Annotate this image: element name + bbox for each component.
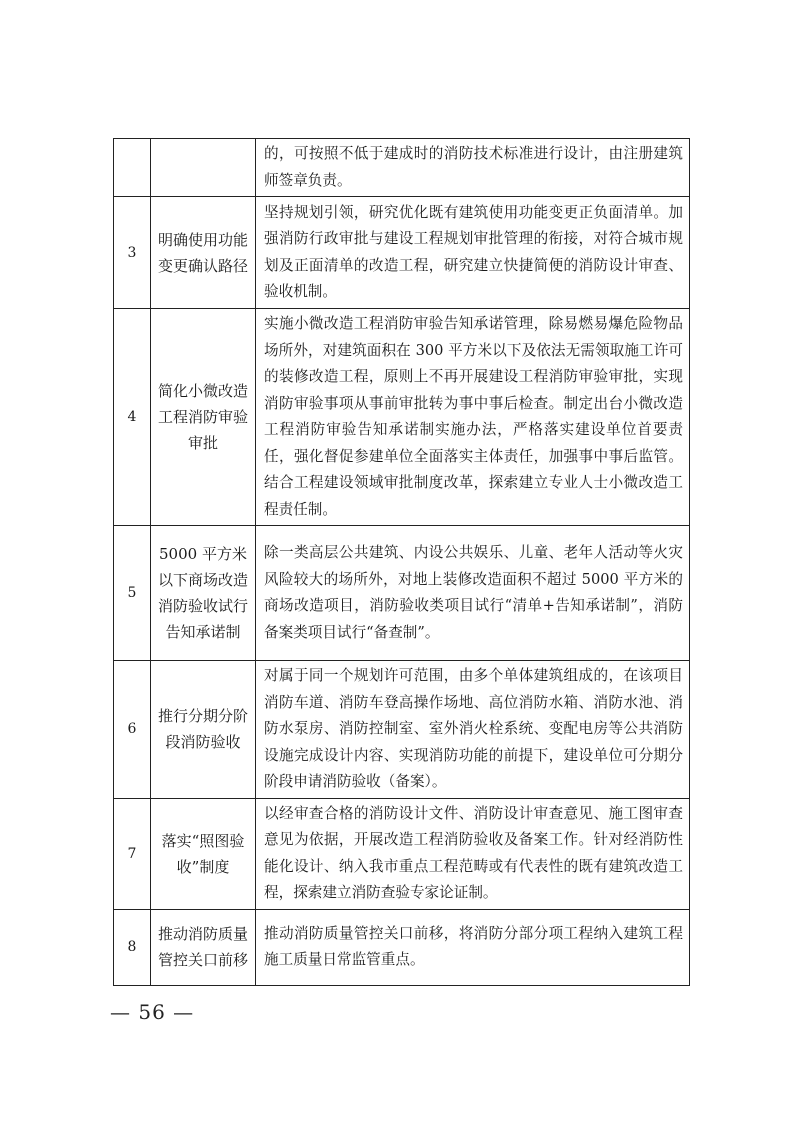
row-number (114, 139, 151, 197)
row-title: 落实“照图验收”制度 (151, 798, 256, 909)
table-row (114, 661, 690, 799)
row-number: 5 (114, 526, 151, 661)
row-number: 3 (114, 197, 151, 309)
row-title: 简化小微改造工程消防审验审批 (151, 309, 256, 526)
table-row (114, 526, 690, 661)
page-number: — 56 — (110, 1000, 195, 1024)
row-content: 以经审查合格的消防设计文件、消防设计审查意见、施工图审查意见为依据，开展改造工程消防验收及备案工作。针对经消防性能化设计、纳入我市重点工程范畴或有代表性的既有建筑改造工程，探索建立消防查验专家论证制。 (256, 798, 690, 909)
row-number: 6 (114, 661, 151, 799)
row-number: 7 (114, 798, 151, 909)
row-content: 实施小微改造工程消防审验告知承诺管理，除易燃易爆危险物品场所外，对建筑面积在 300 平方米以下及依法无需领取施工许可的装修改造工程，原则上不再开展建设工程消防审验审批，实现消防审验事项从事前审批转为事中事后检查。制定出台小微改造工程消防审验告知承诺制实施办法，严格落实建设单位首要责任，强化督促参建单位全面落实主体责任，加强事中事后监管。结合工程建设领域审批制度改革，探索建立专业人士小微改造工程责任制。 (256, 309, 690, 526)
row-title: 明确使用功能变更确认路径 (151, 197, 256, 309)
row-title: 5000 平方米以下商场改造消防验收试行告知承诺制 (151, 526, 256, 661)
row-title (151, 139, 256, 197)
table-row (114, 798, 690, 909)
table-row (114, 309, 690, 526)
row-number: 4 (114, 309, 151, 526)
row-content: 坚持规划引领，研究优化既有建筑使用功能变更正负面清单。加强消防行政审批与建设工程规划审批管理的衔接，对符合城市规划及正面清单的改造工程，研究建立快捷简便的消防设计审查、验收机制。 (256, 197, 690, 309)
row-content: 除一类高层公共建筑、内设公共娱乐、儿童、老年人活动等火灾风险较大的场所外，对地上装修改造面积不超过 5000 平方米的商场改造项目，消防验收类项目试行“清单+告知承诺制”，消防备案类项目试行“备查制”。 (256, 526, 690, 661)
row-content: 推动消防质量管控关口前移，将消防分部分项工程纳入建筑工程施工质量日常监管重点。 (256, 909, 690, 985)
row-title: 推动消防质量管控关口前移 (151, 909, 256, 985)
row-content: 对属于同一个规划许可范围，由多个单体建筑组成的，在该项目消防车道、消防车登高操作场地、高位消防水箱、消防水池、消防水泵房、消防控制室、室外消火栓系统、变配电房等公共消防设施完成设计内容、实现消防功能的前提下，建设单位可分期分阶段申请消防验收（备案）。 (256, 661, 690, 799)
row-content: 的，可按照不低于建成时的消防技术标准进行设计，由注册建筑师签章负责。 (256, 139, 690, 197)
policy-table (113, 138, 690, 986)
table-row (114, 909, 690, 985)
table-row (114, 197, 690, 309)
table-row (114, 139, 690, 197)
row-number: 8 (114, 909, 151, 985)
row-title: 推行分期分阶段消防验收 (151, 661, 256, 799)
